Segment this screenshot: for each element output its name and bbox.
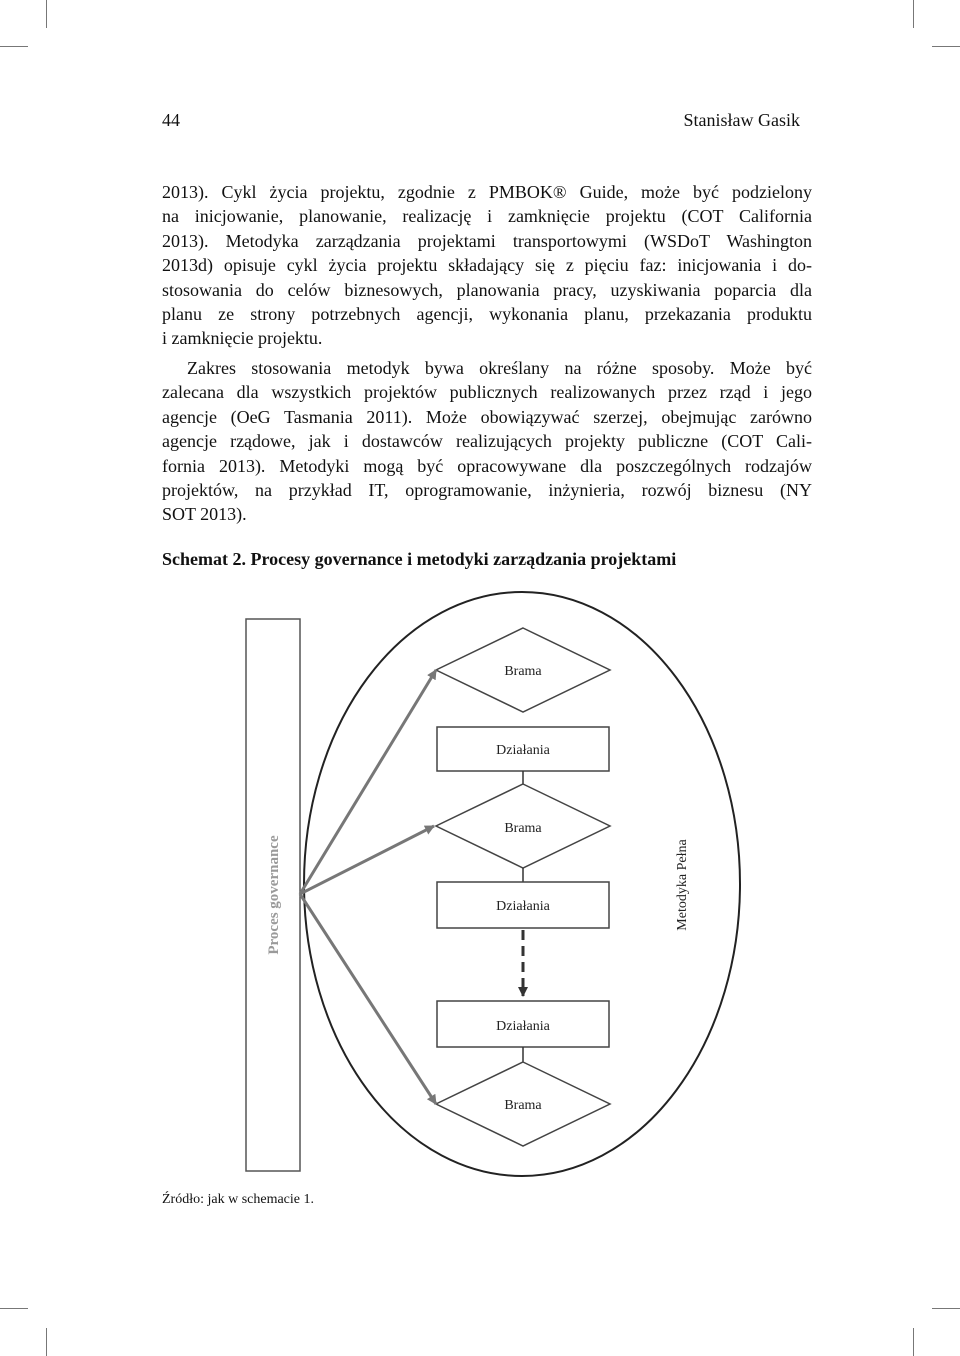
text-line: SOT 2013).	[162, 504, 247, 525]
action-label-2: Działania	[496, 899, 550, 914]
text-line: na inicjowanie, planowanie, realizację i zamknięcie projektu (COT California	[162, 206, 812, 227]
text-line: fornia 2013). Metodyki mogą być opracowywane dla poszczególnych rodzajów	[162, 455, 812, 476]
text-line: agencje rządowe, jak i dostawców realizujących projekty publiczne (COT Cali-	[162, 431, 812, 452]
figure-source: Źródło: jak w schemacie 1.	[162, 1192, 315, 1207]
text-line: planu ze strony potrzebnych agencji, wykonania planu, przekazania produktu	[162, 304, 812, 325]
text-line: 2013). Cykl życia projektu, zgodnie z PMBOK® Guide, może być podzielony	[162, 182, 812, 202]
full-methodology-label: Metodyka Pełna	[675, 839, 690, 931]
figure-title: Schemat 2. Procesy governance i metodyki zarządzania projektami	[162, 549, 677, 569]
text-line: agencje (OeG Tasmania 2011). Może obowiązywać szerzej, obejmując zarówno	[162, 406, 812, 427]
action-label-1: Działania	[496, 743, 550, 758]
text-line: projektów, na przykład IT, oprogramowanie, inżynieria, rozwój biznesu (NY	[162, 480, 812, 501]
action-label-3: Działania	[496, 1019, 550, 1034]
text-line: 2013). Metodyka zarządzania projektami transportowymi (WSDoT Washington	[162, 230, 812, 251]
governance-process-label: Proces governance	[266, 835, 282, 955]
gate-label-1: Brama	[504, 664, 542, 679]
running-header-author: Stanisław Gasik	[683, 110, 800, 130]
page-number: 44	[162, 110, 180, 130]
text-line: 2013d) opisuje cykl życia projektu składający się z pięciu faz: inicjowania i do-	[162, 255, 812, 276]
text-line: stosowania do celów biznesowych, planowania pracy, uzyskiwania poparcia dla	[162, 279, 812, 300]
text-line: i zamknięcie projektu.	[162, 328, 323, 349]
text-line: zalecana dla wszystkich projektów publicznych realizowanych przez rząd i jego	[162, 382, 812, 403]
governance-arrow-gate-3	[300, 894, 436, 1104]
gate-label-3: Brama	[504, 1098, 542, 1113]
gate-label-2: Brama	[504, 821, 542, 836]
text-line: Zakres stosowania metodyk bywa określany na różne sposoby. Może być	[187, 358, 812, 378]
